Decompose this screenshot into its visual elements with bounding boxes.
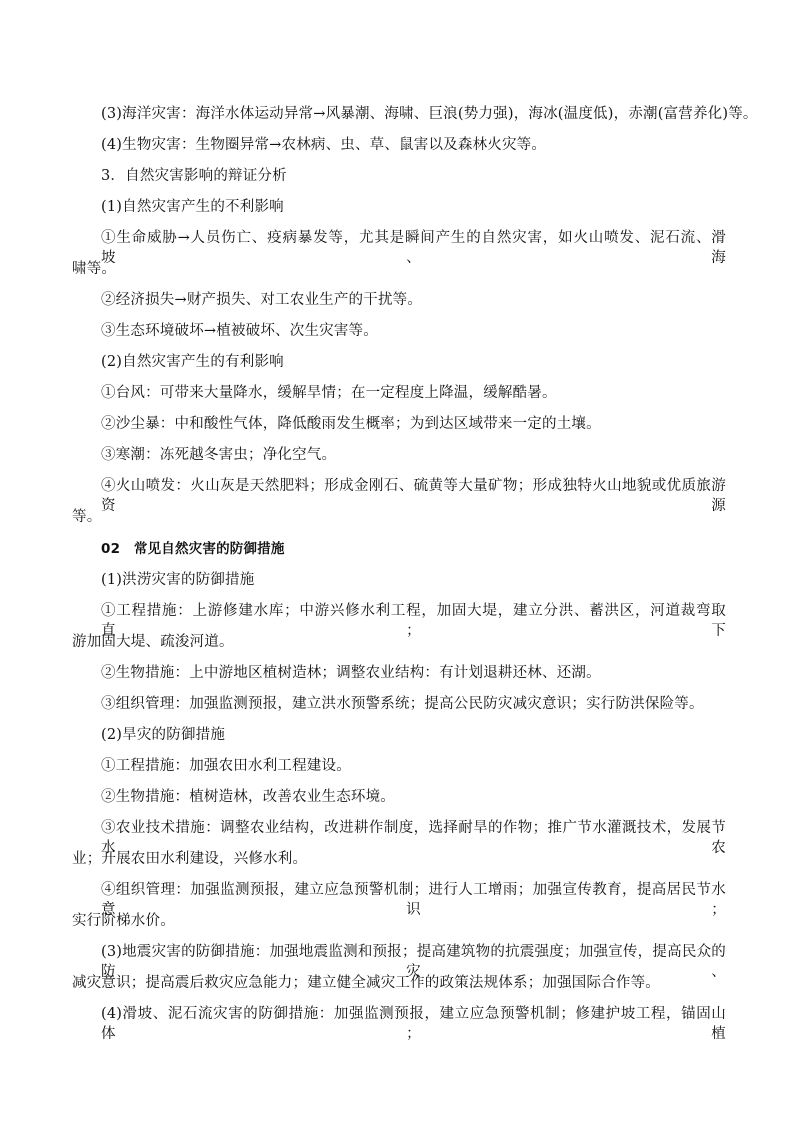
text-line-drought-management-cont: 实行阶梯水价。 bbox=[72, 913, 175, 929]
section-heading-defense-measures: 02 常见自然灾害的防御措施 bbox=[101, 541, 285, 557]
subheading-drought-defense: (2)旱灾的防御措施 bbox=[101, 727, 226, 743]
text-line-flood-engineering-cont: 游加固大堤、疏浚河道。 bbox=[72, 634, 234, 650]
text-line-sandstorm: ②沙尘暴：中和酸性气体，降低酸雨发生概率；为到达区域带来一定的土壤。 bbox=[101, 416, 601, 432]
text-line-ecological-damage: ③生态环境破坏→植被破坏、次生灾害等。 bbox=[101, 323, 378, 339]
text-line-drought-biological: ②生物措施：植树造林，改善农业生态环境。 bbox=[101, 789, 395, 805]
text-line-life-threat: ①生命威胁→人员伤亡、疫病暴发等，尤其是瞬间产生的自然灾害，如火山喷发、泥石流、滑坡、海 bbox=[101, 230, 726, 266]
text-line-flood-management: ③组织管理：加强监测预报，建立洪水预警系统；提高公民防灾减灾意识；实行防洪保险等。 bbox=[101, 696, 704, 712]
text-line-cold-wave: ③寒潮：冻死越冬害虫；净化空气。 bbox=[101, 447, 337, 463]
text-line-drought-management: ④组织管理：加强监测预报，建立应急预警机制；进行人工增雨；加强宣传教育，提高居民节水意识； bbox=[101, 882, 726, 918]
text-line-flood-engineering: ①工程措施：上游修建水库；中游兴修水利工程，加固大堤，建立分洪、蓄洪区，河道裁弯取直；下 bbox=[101, 603, 726, 639]
text-line-volcano: ④火山喷发：火山灰是天然肥料；形成金刚石、硫黄等大量矿物；形成独特火山地貌或优质旅游资源 bbox=[101, 478, 726, 514]
section-heading-impact-analysis: 3．自然灾害影响的辩证分析 bbox=[101, 168, 287, 184]
text-line-biological-disaster: (4)生物灾害：生物圈异常→农林病、虫、草、鼠害以及森林火灾等。 bbox=[101, 137, 547, 153]
text-line-marine-disaster: (3)海洋灾害：海洋水体运动异常→风暴潮、海啸、巨浪(势力强)，海冰(温度低)，赤潮(富营养化)等。 bbox=[101, 106, 758, 122]
text-line-economic-loss: ②经济损失→财产损失、对工农业生产的干扰等。 bbox=[101, 292, 423, 308]
text-line-flood-biological: ②生物措施：上中游地区植树造林；调整农业结构：有计划退耕还林、还湖。 bbox=[101, 665, 601, 681]
text-line-drought-agritech: ③农业技术措施：调整农业结构，改进耕作制度，选择耐旱的作物；推广节水灌溉技术，发展节水农 bbox=[101, 820, 726, 856]
text-line-earthquake-defense-cont: 减灾意识；提高震后救灾应急能力；建立健全减灾工作的政策法规体系；加强国际合作等。 bbox=[72, 975, 660, 991]
text-line-earthquake-defense: (3)地震灾害的防御措施：加强地震监测和预报；提高建筑物的抗震强度；加强宣传，提高民众的防灾、 bbox=[101, 944, 726, 980]
text-line-typhoon: ①台风：可带来大量降水，缓解旱情；在一定程度上降温，缓解酷暑。 bbox=[101, 385, 557, 401]
text-line-drought-agritech-cont: 业；开展农田水利建设，兴修水利。 bbox=[72, 851, 308, 867]
text-line-volcano-cont: 等。 bbox=[72, 509, 102, 525]
text-line-drought-engineering: ①工程措施：加强农田水利工程建设。 bbox=[101, 758, 351, 774]
subheading-flood-defense: (1)洪涝灾害的防御措施 bbox=[101, 572, 255, 588]
text-line-landslide-defense: (4)滑坡、泥石流灾害的防御措施：加强监测预报，建立应急预警机制；修建护坡工程，锚固山体；植 bbox=[101, 1006, 726, 1042]
subheading-adverse-impacts: (1)自然灾害产生的不利影响 bbox=[101, 199, 284, 215]
text-line-life-threat-cont: 啸等。 bbox=[72, 261, 117, 277]
subheading-beneficial-impacts: (2)自然灾害产生的有利影响 bbox=[101, 354, 284, 370]
